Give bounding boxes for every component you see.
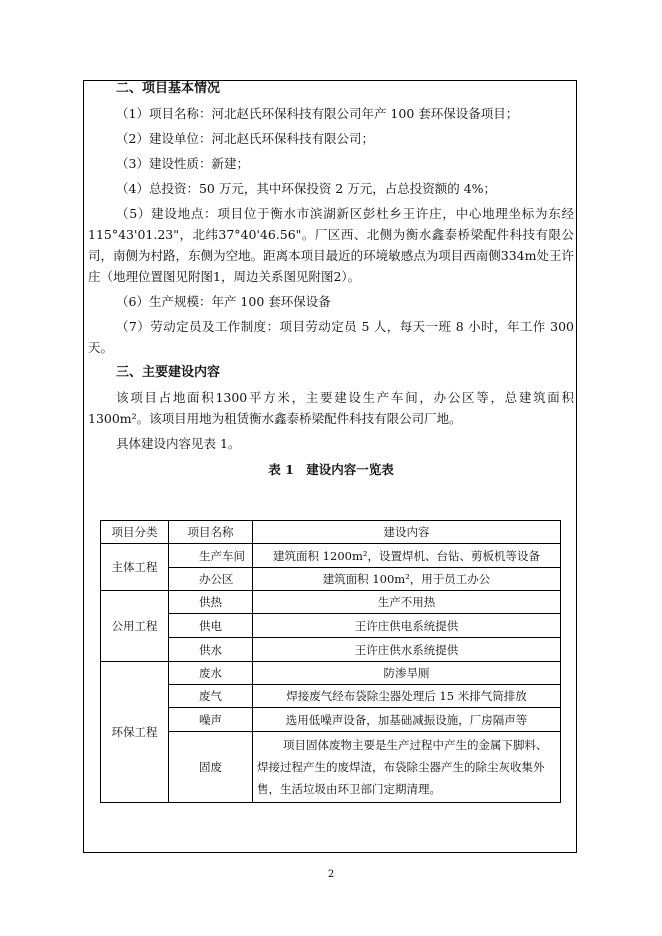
table-row (101, 685, 561, 708)
item-total-investment: （4）总投资：50 万元，其中环保投资 2 万元，占总投资额的 4%； (116, 181, 497, 196)
category-cell: 主体工程 (101, 544, 169, 591)
content-cell: 建筑面积 100m²，用于员工办公 (253, 568, 561, 591)
table-reference-paragraph: 具体建设内容见表 1。 (116, 436, 241, 451)
table-row (101, 591, 561, 614)
table-row (101, 638, 561, 662)
item-name-cell: 供水 (169, 638, 253, 662)
header-category: 项目分类 (101, 521, 169, 544)
item-name-cell: 办公区 (169, 568, 253, 591)
table-caption: 表 1 建设内容一览表 (268, 462, 394, 477)
content-cell: 生产不用热 (253, 591, 561, 614)
section-heading-main-construction: 三、主要建设内容 (116, 365, 221, 380)
content-cell: 王许庄供水系统提供 (253, 638, 561, 662)
table-row (101, 708, 561, 732)
table-row (101, 614, 561, 638)
table-row (101, 544, 561, 568)
table-row (101, 732, 561, 803)
item-name-cell: 废水 (169, 662, 253, 685)
document-body (88, 78, 574, 482)
header-item-name: 项目名称 (169, 521, 253, 544)
item-construction-location: （5）建设地点：项目位于衡水市滨湖新区彭杜乡王许庄，中心地理坐标为东经115°43'01.23"，北纬37°40'46.56"。厂区西、北侧为衡水鑫泰桥梁配件科技有限公司，南侧为村路，东侧为空地。距离本项目最近的环境敏感点为项目西南侧334m处王许庄（地理位置图见附图1，周边关系图见附图2）。 (88, 206, 574, 284)
section-heading-project-basics: 二、项目基本情况 (116, 81, 221, 96)
item-name-cell: 供热 (169, 591, 253, 614)
item-name-cell: 噪声 (169, 708, 253, 732)
page-number: 2 (327, 869, 335, 880)
item-name-cell: 生产车间 (169, 544, 253, 568)
category-cell: 环保工程 (101, 662, 169, 803)
content-cell: 项目固体废物主要是生产过程中产生的金属下脚料、焊接过程产生的废焊渣，布袋除尘器产生的除尘灰收集外售，生活垃圾由环卫部门定期清理。 (253, 732, 561, 803)
item-name-cell: 废气 (169, 685, 253, 708)
content-cell: 焊接废气经布袋除尘器处理后 15 米排气筒排放 (253, 685, 561, 708)
item-name-cell: 供电 (169, 614, 253, 638)
item-name-cell: 固废 (169, 732, 253, 803)
item-production-scale: （6）生产规模：年产 100 套环保设备 (116, 294, 331, 309)
table-row (101, 662, 561, 685)
item-project-name: （1）项目名称：河北赵氏环保科技有限公司年产 100 套环保设备项目； (116, 106, 519, 121)
content-cell: 选用低噪声设备，加基础减振设施，厂房隔声等 (253, 708, 561, 732)
item-construction-nature: （3）建设性质：新建； (116, 156, 249, 171)
content-cell: 防渗旱厕 (253, 662, 561, 685)
item-staffing: （7）劳动定员及工作制度：项目劳动定员 5 人，每天一班 8 小时，年工作 300 天。 (88, 319, 574, 355)
construction-paragraph: 该项目占地面积1300平方米，主要建设生产车间，办公区等，总建筑面积1300m²。该项目用地为租赁衡水鑫泰桥梁配件科技有限公司厂地。 (88, 390, 574, 426)
item-construction-unit: （2）建设单位：河北赵氏环保科技有限公司； (116, 131, 374, 146)
content-cell: 建筑面积 1200m²，设置焊机、台钻、剪板机等设备 (253, 544, 561, 568)
category-cell: 公用工程 (101, 591, 169, 662)
content-cell: 王许庄供电系统提供 (253, 614, 561, 638)
table-header-row (101, 521, 561, 544)
header-content: 建设内容 (253, 521, 561, 544)
table-row (101, 568, 561, 591)
construction-content-table (100, 520, 561, 803)
